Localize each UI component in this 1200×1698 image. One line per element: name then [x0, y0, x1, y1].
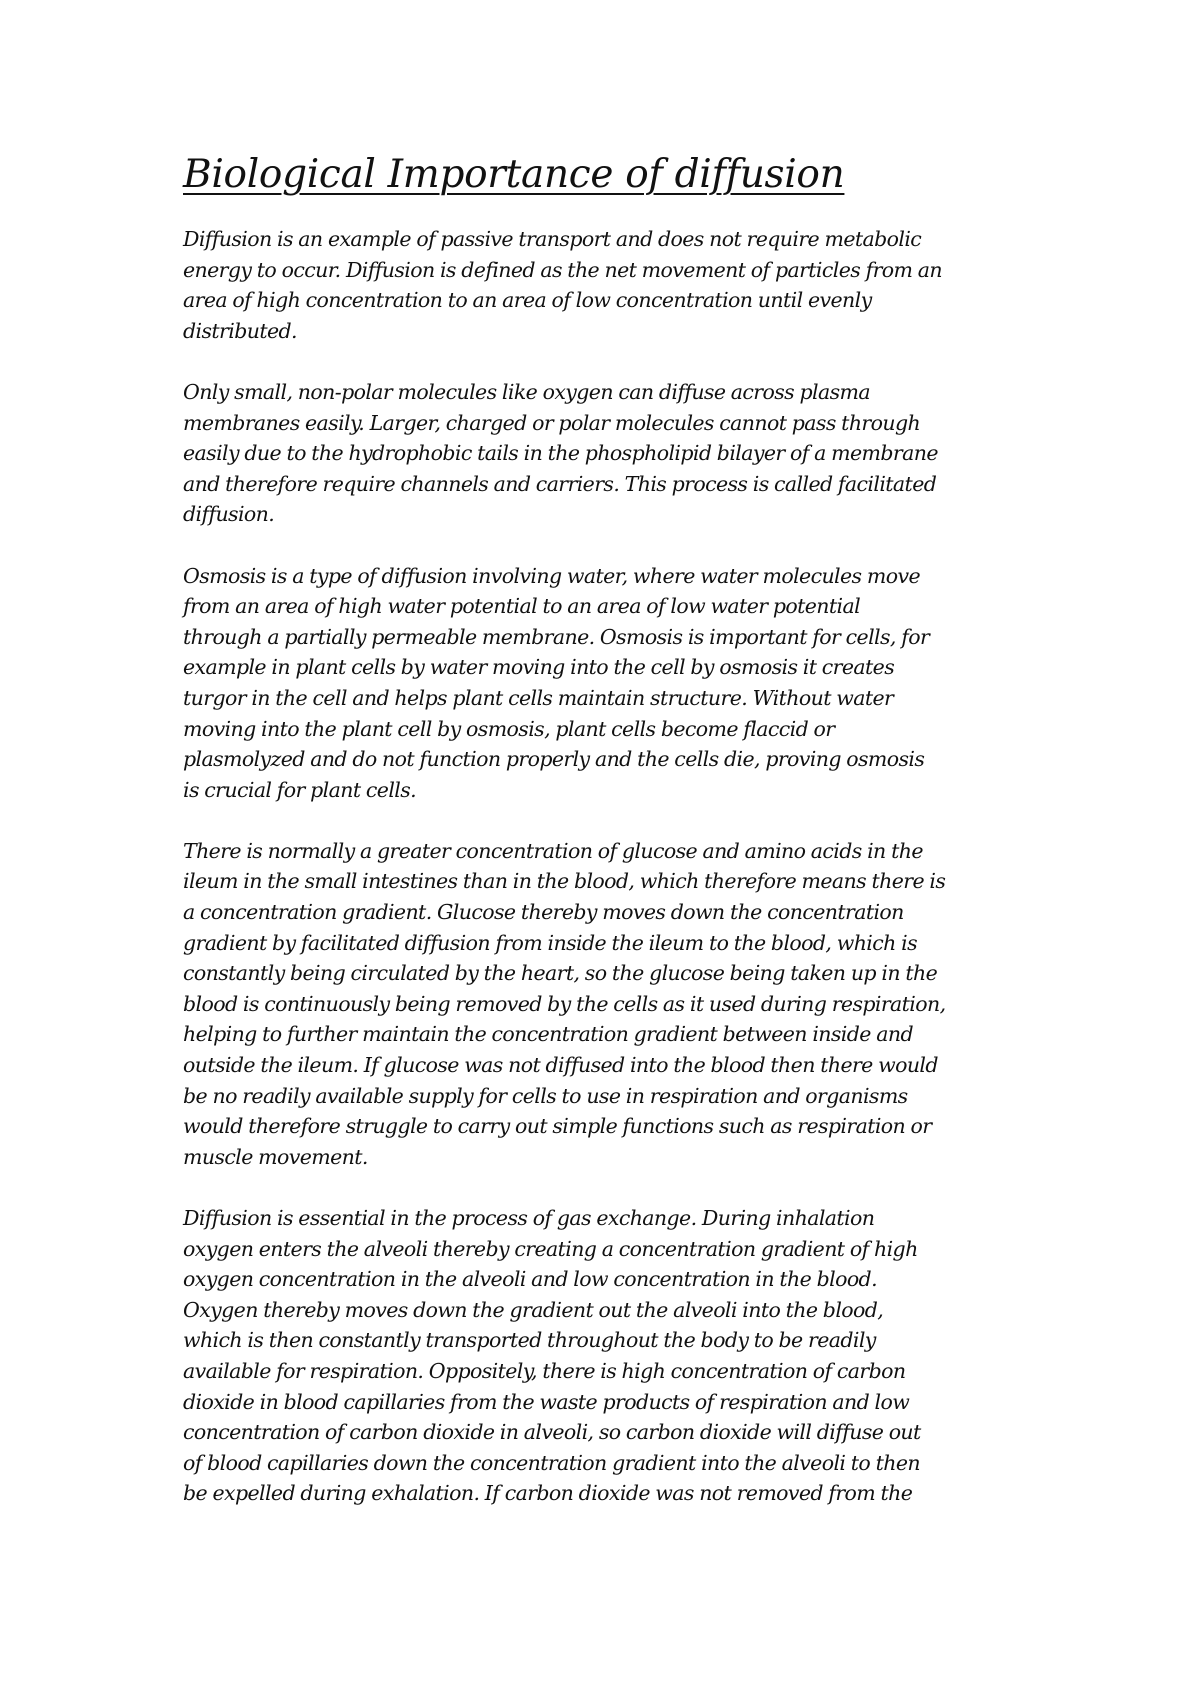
text-line: There is normally a greater concentration of glucose and amino acids in the: [183, 838, 923, 863]
text-line: dioxide in blood capillaries from the waste products of respiration and low: [183, 1389, 910, 1414]
text-line: is crucial for plant cells.: [183, 777, 417, 802]
text-line: available for respiration. Oppositely, there is high concentration of carbon: [183, 1358, 906, 1383]
text-line: Diffusion is essential in the process of gas exchange. During inhalation: [183, 1206, 875, 1230]
text-line: Diffusion is an example of passive transport and does not require metabolic: [183, 227, 922, 251]
paragraph-gas-exchange: [183, 1203, 1033, 1509]
paragraph-facilitated-diffusion: [183, 377, 1033, 530]
text-line: be expelled during exhalation. If carbon dioxide was not removed from the: [183, 1481, 913, 1506]
text-line: of blood capillaries down the concentration gradient into the alveoli to then: [183, 1450, 920, 1475]
text-line: blood is continuously being removed by the cells as it used during respiration,: [183, 991, 946, 1016]
paragraph-passive-transport: [183, 224, 1033, 346]
text-line: diffusion.: [183, 502, 275, 527]
text-line: helping to further maintain the concentration gradient between inside and: [183, 1022, 913, 1047]
paragraph-glucose-absorption: [183, 836, 1033, 1173]
text-line: muscle movement.: [183, 1144, 368, 1169]
text-line: outside the ileum. If glucose was not diffused into the blood then there would: [183, 1053, 938, 1078]
text-line: easily due to the hydrophobic tails in the phospholipid bilayer of a membrane: [183, 441, 938, 466]
text-line: plasmolyzed and do not function properly and the cells die, proving osmosis: [183, 747, 925, 772]
text-line: oxygen concentration in the alveoli and low concentration in the blood.: [183, 1267, 877, 1292]
text-line: area of high concentration to an area of low concentration until evenly: [183, 288, 872, 313]
text-line: which is then constantly transported throughout the body to be readily: [183, 1328, 876, 1353]
text-line: example in plant cells by water moving into the cell by osmosis it creates: [183, 655, 895, 680]
text-line: concentration of carbon dioxide in alveoli, so carbon dioxide will diffuse out: [183, 1420, 921, 1445]
text-line: Only small, non-polar molecules like oxygen can diffuse across plasma: [183, 379, 870, 404]
text-line: oxygen enters the alveoli thereby creating a concentration gradient of high: [183, 1236, 918, 1261]
text-line: distributed.: [183, 318, 297, 343]
text-line: Oxygen thereby moves down the gradient out the alveoli into the blood,: [183, 1297, 884, 1322]
text-line: Osmosis is a type of diffusion involving water, where water molecules move: [183, 563, 920, 588]
text-line: constantly being circulated by the heart, so the glucose being taken up in the: [183, 961, 938, 986]
text-line: ileum in the small intestines than in the blood, which therefore means there is: [183, 869, 946, 894]
text-line: turgor in the cell and helps plant cells maintain structure. Without water: [183, 685, 894, 710]
document-title: Biological Importance of diffusion: [183, 152, 845, 197]
text-line: would therefore struggle to carry out simple functions such as respiration or: [183, 1114, 932, 1139]
text-line: from an area of high water potential to an area of low water potential: [183, 594, 861, 619]
text-line: be no readily available supply for cells to use in respiration and organisms: [183, 1083, 908, 1108]
text-line: through a partially permeable membrane. Osmosis is important for cells, for: [183, 624, 930, 649]
text-line: moving into the plant cell by osmosis, plant cells become flaccid or: [183, 716, 835, 741]
text-line: membranes easily. Larger, charged or polar molecules cannot pass through: [183, 410, 921, 435]
text-line: and therefore require channels and carriers. This process is called facilitated: [183, 471, 937, 496]
text-line: gradient by facilitated diffusion from inside the ileum to the blood, which is: [183, 930, 918, 955]
text-line: a concentration gradient. Glucose thereby moves down the concentration: [183, 900, 904, 925]
document-body: [183, 148, 1033, 1540]
paragraph-osmosis: [183, 561, 1033, 806]
text-line: energy to occur. Diffusion is defined as the net movement of particles from an: [183, 257, 943, 282]
